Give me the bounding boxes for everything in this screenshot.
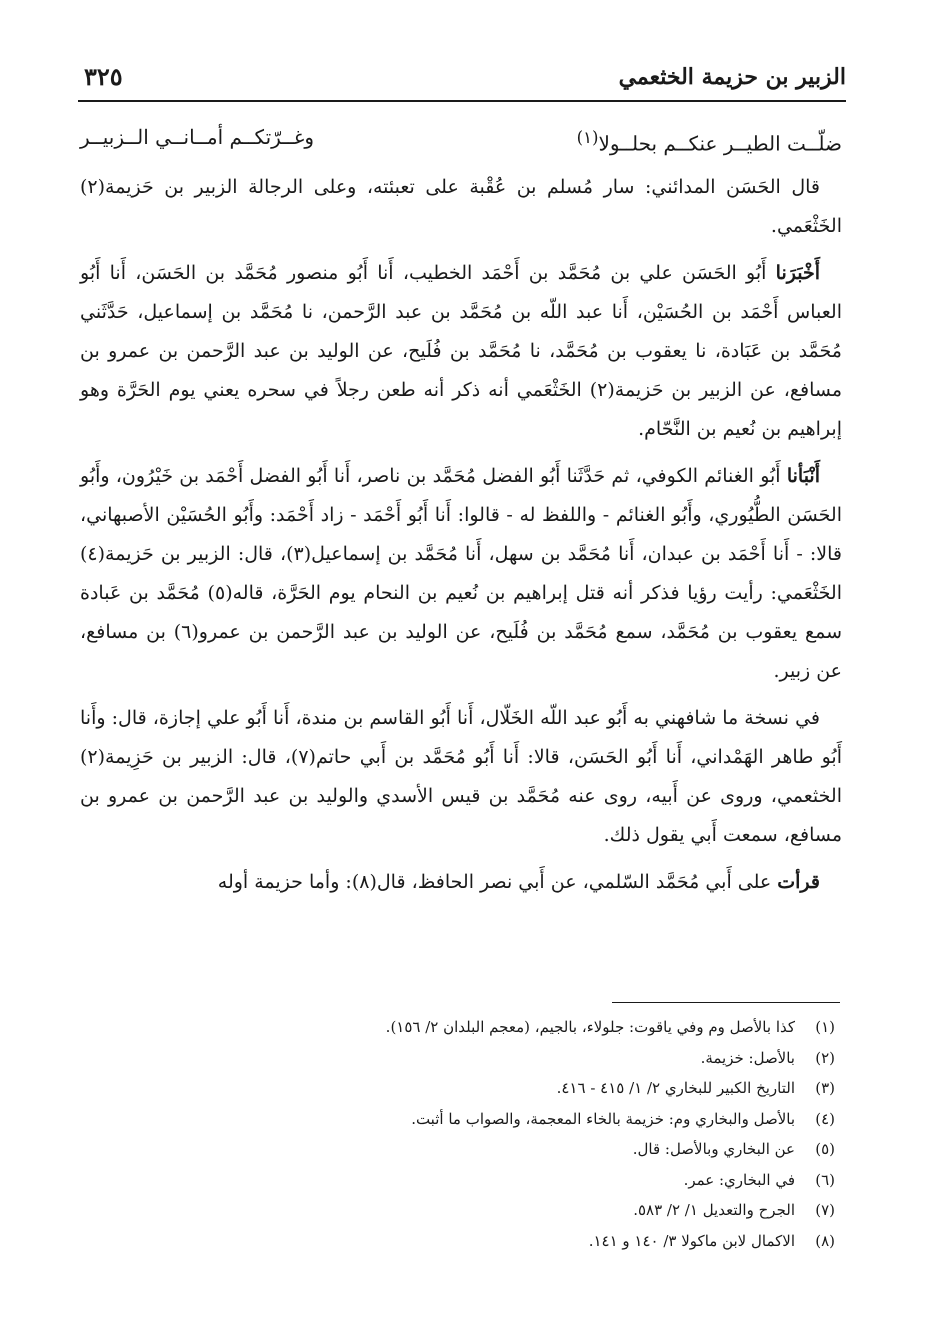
footnote-number: (١) — [815, 1018, 835, 1036]
footnote-item — [195, 1226, 835, 1257]
footnote-item — [195, 1012, 835, 1043]
paragraph — [80, 254, 842, 449]
running-title: الزبير بن حزيمة الخثعمي — [618, 64, 846, 90]
footnote-number: (٥) — [815, 1140, 835, 1158]
footnote-item — [195, 1043, 835, 1074]
footnote-number: (٨) — [815, 1231, 835, 1250]
main-text — [80, 118, 842, 910]
verse-right-hemistich: ضلّــت الطيــر عنكــم بحلــولا$^{(١)}$ — [576, 128, 842, 156]
footnotes-list — [195, 1012, 835, 1256]
paragraph-text: في نسخة ما شافهني به أَبُو عبد اللّه الخَلّال، أَنا أَبُو القاسم بن مندة، أَنا أَبُو علي إجازة، قال: وأَنا أَبُو طاهر الهَمْداني، أَنا أَبُو الحَسَن، قالا: أَنا أَبُو مُحَمَّد بن أَبي حاتم(٧)، قال: الزبير بن حَزِيمة(٢) الخثعمي، وروى عن أَبيه، روى عنه مُحَمَّد بن قيس الأسدي والوليد بن عبد الرَّحمن بن عمرو بن مسافع، سمعت أَبي يقول ذلك. — [80, 706, 842, 846]
footnote-number: (٤) — [815, 1109, 835, 1128]
footnote-item — [195, 1104, 835, 1135]
footnote-item — [195, 1134, 835, 1165]
footnote-text: الاكمال لابن ماكولا ٣/ ١٤٠ و ١٤١. — [588, 1231, 795, 1250]
paragraph — [80, 168, 842, 246]
footnote-number: (٧) — [815, 1201, 835, 1219]
paragraph-text: أَبُو الحَسَن علي بن مُحَمَّد بن أَحْمَد الخطيب، أَنا أَبُو منصور مُحَمَّد بن الحَسَن، أَنا أَبُو العباس أَحْمَد بن الحُسَيْن، أَنا عبد اللّه بن مُحَمَّد بن عبد الرَّحمن، نا مُحَمَّد بن إسماعيل، حَدَّثَني مُحَمَّد بن عَبَادة، نا يعقوب بن مُحَمَّد، نا مُحَمَّد بن فُلَيح، عن الوليد بن عبد الرَّحمن بن عمرو بن مسافع، عن الزبير بن حَزيمة(٢) الخَثْعَمي أنه ذكر أنه طعن رجلاً في سحره يعني يوم الحَرَّة وهو إبراهيم بن نُعيم بن النَّحّام. — [80, 261, 842, 440]
verse-left-hemistich: وغــرّتكــم أمــانــي الــزبيــر — [80, 125, 315, 149]
footnote-item — [195, 1195, 835, 1226]
footnote-number: (٣) — [815, 1079, 835, 1097]
paragraph — [80, 863, 842, 902]
footnote-text: الجرح والتعديل ١/ ٢/ ٥٨٣. — [633, 1201, 795, 1219]
poetry-verse — [80, 118, 842, 164]
footnote-number: (٦) — [815, 1170, 835, 1189]
footnote-number: (٢) — [815, 1048, 835, 1067]
footnote-text: كذا بالأصل وم وفي ياقوت: جلولاء، بالجيم، (معجم البلدان ٢/ ١٥٦). — [385, 1018, 795, 1036]
paragraph-text: على أَبي مُحَمَّد السّلمي، عن أَبي نصر الحافظ، قال(٨): وأما حزيمة أوله — [217, 870, 778, 893]
paragraph-text: أَبُو الغنائم الكوفي، ثم حَدَّثَنا أَبُو الفضل مُحَمَّد بن ناصر، أَنا أَبُو الفضل أَحْمَد بن خَيْرُون، وأَبُو الحَسَن الطُّيُوري، وأَبُو الغنائم - واللفظ له - قالوا: أَنا أَبُو أَحْمَد - زاد أَحْمَد: وأَبُو الحُسَيْن الأصبهاني، قالا: - أَنا أَحْمَد بن عبدان، أَنا مُحَمَّد بن سهل، أَنا مُحَمَّد بن إسماعيل(٣)، قال: الزبير بن حَزيمة(٤) الخَثْعَمي: رأيت رؤيا فذكر أنه قتل إبراهيم بن نُعيم بن النحام يوم الحَرَّة، قاله(٥) مُحَمَّد بن عَبادة سمع يعقوب بن مُحَمَّد، سمع مُحَمَّد بن فُلَيح، عن الوليد بن عبد الرَّحمن بن عمرو(٦) بن مسافع، عن زبير. — [80, 464, 842, 682]
footnote-marker: (١) — [576, 128, 599, 147]
paragraph-lead: أَخْبَرَنا — [775, 261, 820, 284]
footnote-text: عن البخاري وبالأصل: قال. — [632, 1140, 795, 1158]
footnote-divider — [612, 1002, 840, 1003]
paragraph-lead: أَنْبَأنا — [786, 464, 820, 487]
page-number: ٣٢٥ — [84, 62, 123, 91]
paragraph — [80, 699, 842, 855]
footnote-text: بالأصل: خزيمة. — [700, 1048, 795, 1067]
footnote-item — [195, 1165, 835, 1196]
page-header — [78, 56, 846, 102]
footnote-text: في البخاري: عمر. — [683, 1170, 795, 1189]
footnote-text: التاريخ الكبير للبخاري ٢/ ١/ ٤١٥ - ٤١٦. — [556, 1079, 795, 1097]
paragraph — [80, 457, 842, 691]
footnote-text: بالأصل والبخاري وم: خزيمة بالخاء المعجمة، والصواب ما أثبت. — [411, 1109, 795, 1128]
paragraph-lead: قرأت — [777, 870, 820, 893]
paragraph-text: قال الحَسَن المدائني: سار مُسلم بن عُقْبة على تعبئته، وعلى الرجالة الزبير بن حَزيمة(٢) الخَثْعَمي. — [80, 175, 842, 237]
footnote-item — [195, 1073, 835, 1104]
